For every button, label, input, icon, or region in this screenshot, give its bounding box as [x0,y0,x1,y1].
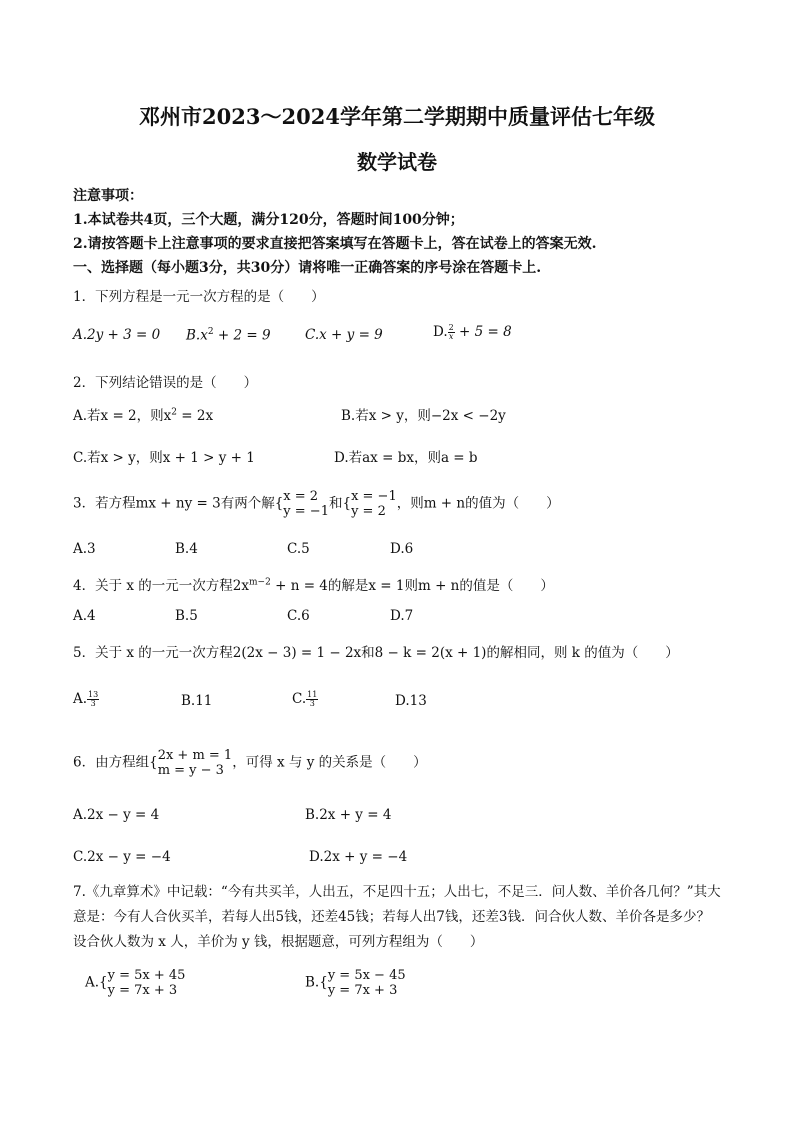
question-7-option-b: B.{ y = 5x − 45 y = 7x + 3 [305,968,406,998]
question-1-option-a: A.2y + 3 = 0 [73,327,161,343]
question-3-option-b: B.4 [175,541,198,557]
question-2-option-b: B.若x > y，则−2x < −2y [341,408,506,424]
question-3-option-a: A.3 [73,541,96,557]
question-2-stem: 2．下列结论错误的是（ ） [73,375,258,391]
question-1-option-d: D. $\frac{2}{x}$ + 5 = 8 [433,323,512,341]
question-2-option-d: D.若ax = bx，则a = b [334,450,478,466]
question-6-option-a: A.2x − y = 4 [73,807,160,823]
notes-item-2: 2.请按答题卡上注意事项的要求直接把答案填写在答题卡上，答在试卷上的答案无效. [73,236,597,252]
question-4-option-c: C.6 [287,608,310,624]
question-2-option-c: C.若x > y，则x + 1 > y + 1 [73,450,255,466]
question-4-option-b: B.5 [175,608,198,624]
section-1-heading: 一、选择题（每小题3分，共30分）请将唯一正确答案的序号涂在答题卡上. [73,260,542,276]
question-6-option-d: D.2x + y = −4 [309,849,408,865]
exam-title: 邓州市2023～2024学年第二学期期中质量评估七年级 [139,104,655,129]
question-1-option-b: $B.x^2 + 2 = 9$ [186,327,271,344]
question-5-stem: 5．关于 x 的一元一次方程2(2x − 3) = 1 − 2x和8 − k = 2(x + 1)的解相同，则 k 的值为（ ） [73,645,679,661]
notes-heading: 注意事项： [73,188,143,204]
question-3-stem: 3．若方程mx + ny = 3有两个解{ x = 2 y = −1 和{ x = −1 y = 2 ，则m + n的值为（ ） [73,489,560,519]
question-4-option-d: D.7 [390,608,414,624]
exam-subtitle: 数学试卷 [357,150,437,174]
question-4-stem: 4．关于 x 的一元一次方程$2x^{m-2} + n = 4$的解是x = 1则m + n的值是（ ） [73,577,554,594]
question-5-option-d: D.13 [395,693,427,709]
question-7-stem: 7.《九章算术》中记载：“今有共买羊，人出五，不足四十五；人出七，不足三．问人数、羊价各几何？”其大意是：今有人合伙买羊，若每人出5钱，还差45钱；若每人出7钱，还差3钱．问合伙人数、羊价各是多少？设合伙人数为 x 人，羊价为 y 钱，根据题意，可列方程组为（ ） [73,884,721,950]
question-5-option-b: B.11 [181,693,213,709]
question-5-option-a: A. $\frac{13}{3}$ [73,690,99,708]
question-7-option-a: A.{ y = 5x + 45 y = 7x + 3 [85,968,186,998]
question-6-stem: 6．由方程组{ 2x + m = 1 m = y − 3 ，可得 x 与 y 的关系是（ ） [73,748,427,778]
question-6-option-c: C.2x − y = −4 [73,849,171,865]
question-4-option-a: A.4 [73,608,96,624]
question-6-option-b: B.2x + y = 4 [305,807,392,823]
notes-item-1: 1.本试卷共4页，三个大题，满分120分，答题时间100分钟； [73,212,464,228]
question-1-option-c: C.x + y = 9 [305,327,383,343]
question-3-option-d: D.6 [390,541,414,557]
question-1-stem: 1．下列方程是一元一次方程的是（ ） [73,289,325,305]
question-5-option-c: C. $\frac{11}{3}$ [292,690,318,708]
question-2-option-a: A.若x = 2，则$x^2 = 2x$ [73,407,214,424]
question-3-option-c: C.5 [287,541,310,557]
